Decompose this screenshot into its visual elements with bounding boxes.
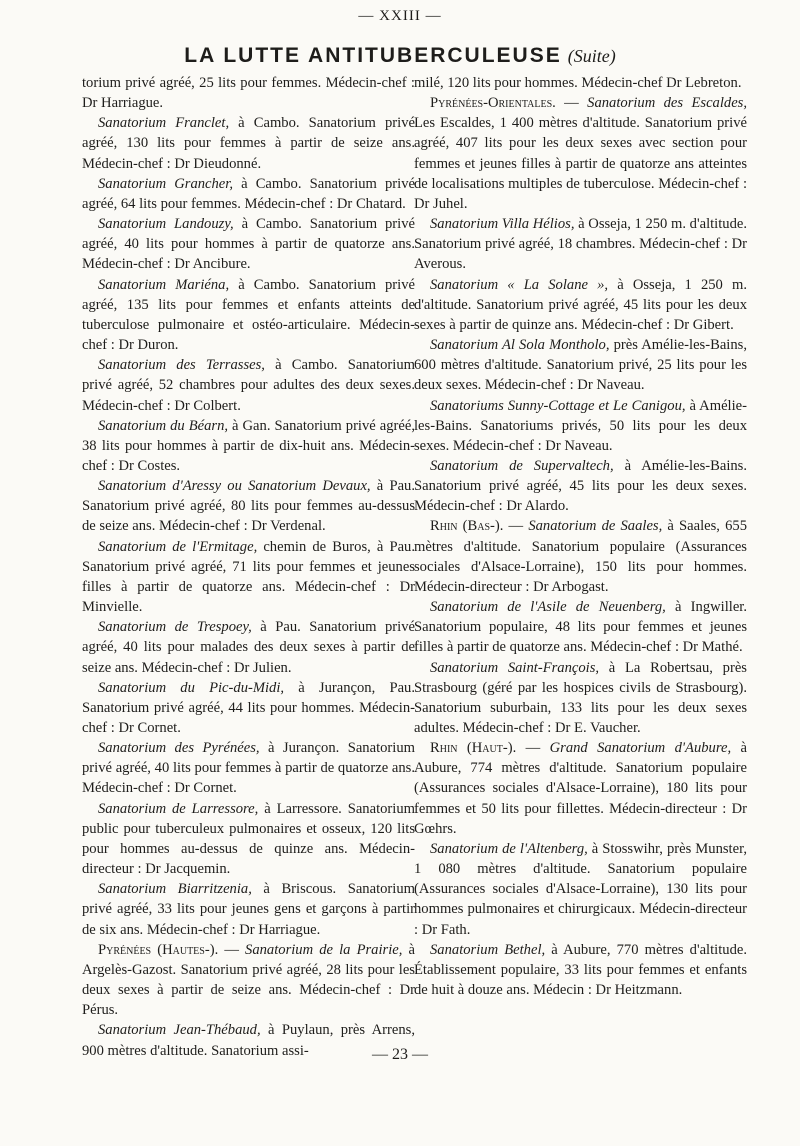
entry-text: à Larressore. Sanatorium public pour tuberculeux pulmonaires et osseux, 120 lits pour hommes au-dessus de quinze ans. Médecin-directeur : Dr Jacquemin. — [82, 800, 415, 878]
entry-text: à Cambo. Sanatorium privé agréé, 40 lits pour hommes à partir de quatorze ans. Médecin-chef : Dr Ancibure. — [82, 216, 415, 273]
roman-page-number: — XXIII — — [358, 8, 442, 24]
entry-text: à Briscous. Sanatorium privé agréé, 33 lits pour jeunes gens et garçons à partir de six ans. Médecin-chef : Dr Harriague. — [82, 881, 415, 938]
entry-text: à Aubure, 770 mètres d'altitude. Établissement populaire, 33 lits pour femmes et enfants de huit à douze ans. Médecin : Dr Heitzmann. — [414, 941, 747, 999]
sanatorium-name: Sanatorium du Béarn, — [98, 417, 229, 434]
sanatorium-name: Sanatorium de Supervaltech, — [430, 457, 614, 474]
entry-text: à La Robertsau, près Strasbourg (géré par les hospices civils de Strasbourg). Sanatorium suburbain, 133 lits pour les deux sexes adultes. Médecin-chef : Dr E. Vaucher. — [414, 659, 747, 736]
sanatorium-name: Sanatorium Jean-Thébaud, — [98, 1022, 261, 1039]
sanatorium-entry — [82, 275, 415, 356]
sanatorium-name: Sanatorium Biarritzenia, — [98, 881, 252, 898]
sanatorium-entry — [82, 73, 415, 113]
sanatorium-name: Sanatorium Landouzy, — [98, 216, 234, 233]
sanatorium-entry — [82, 799, 415, 880]
sanatorium-entry — [414, 275, 747, 335]
folio-page-number: — 23 — — [372, 1046, 428, 1063]
department-heading: Rhin (Bas-). — — [430, 518, 529, 535]
entry-text: à Aubure, 774 mètres d'altitude. Sanatorium populaire (Assurances sociales d'Alsace-Lorraine), 180 lits pour femmes et 50 lits pour fillettes. Médecin-directeur : Dr Gœhrs. — [414, 740, 747, 837]
sanatorium-entry — [414, 335, 747, 395]
sanatorium-name: Sanatorium de la Prairie, — [245, 941, 403, 958]
entry-text: à Pau. Sanatorium privé agréé, 40 lits pour malades des deux sexes à partir de seize ans. Médecin-chef : Dr Julien. — [82, 619, 415, 676]
entry-text: à Cambo. Sanatorium privé agréé, 52 chambres pour adultes des deux sexes. Médecin-chef : Dr Colbert. — [82, 357, 415, 414]
sanatorium-name: Sanatorium de Trespoey, — [98, 619, 252, 636]
sanatorium-name: Sanatorium du Pic-du-Midi, — [98, 679, 285, 696]
sanatorium-name: Sanatorium de l'Altenberg, — [430, 840, 588, 857]
sanatorium-entry — [414, 839, 747, 940]
sanatorium-name: Sanatoriums Sunny-Cottage et Le Canigou, — [430, 397, 686, 414]
sanatorium-name: Sanatorium Bethel, — [430, 941, 546, 958]
sanatorium-name: Sanatorium Al Sola Montholo, — [430, 337, 610, 354]
sanatorium-entry — [414, 738, 747, 839]
entry-text: à Osseja, 1 250 m. d'altitude. Sanatorium privé agréé, 18 chambres. Médecin-chef : Dr Averous. — [414, 216, 748, 273]
sanatorium-name: Sanatorium des Escaldes, — [587, 95, 747, 112]
entry-text: à Gan. Sanatorium privé agréé, 38 lits pour hommes à partir de dix-huit ans. Médecin-chef : Dr Costes. — [82, 417, 415, 474]
sanatorium-name: Sanatorium Grancher, — [98, 175, 233, 192]
entry-text: à Pau. Sanatorium privé agréé, 80 lits pour femmes au-dessus de seize ans. Médecin-chef : Dr Verdenal. — [82, 478, 415, 535]
entry-text: à Stosswihr, près Munster, 1 080 mètres d'altitude. Sanatorium populaire (Assurances sociales d'Alsace-Lorraine), 130 lits pour hommes pulmonaires et chirurgicaux. Médecin-directeur : Dr Fath. — [414, 840, 747, 938]
sanatorium-entry — [414, 73, 747, 93]
right-column — [414, 73, 747, 1000]
entry-text: milé, 120 lits pour hommes. Médecin-chef Dr Lebreton. — [414, 75, 742, 91]
sanatorium-entry — [414, 658, 747, 739]
sanatorium-entry — [82, 174, 415, 214]
sanatorium-entry — [82, 355, 415, 415]
sanatorium-name: Sanatorium des Pyrénées, — [98, 740, 260, 757]
title-suite: (Suite) — [567, 46, 616, 66]
entry-text: chemin de Buros, à Pau. Sanatorium privé agréé, 71 lits pour femmes et jeunes filles à partir de quatorze ans. Médecin-chef : Dr Minvielle. — [82, 538, 415, 616]
entry-text: Les Escaldes, 1 400 mètres d'altitude. Sanatorium privé agréé, 407 lits pour les deux sexes avec section pour femmes et jeunes filles à partir de quatorze ans atteintes de localisations multiples de tuberculose. Médecin-chef : Dr Juhel. — [414, 115, 747, 212]
sanatorium-entry — [82, 537, 415, 618]
sanatorium-entry — [82, 879, 415, 939]
entry-text: à Argelès-Gazost. Sanatorium privé agréé, 28 lits pour les deux sexes à partir de seize ans. Médecin-chef : Dr Pérus. — [82, 941, 415, 1019]
entry-text: à Amélie-les-Bains. Sanatorium privé agréé, 45 lits pour les deux sexes. Médecin-chef : Dr Alardo. — [414, 457, 748, 515]
sanatorium-name: Sanatorium Saint-François, — [430, 659, 600, 676]
sanatorium-name: Sanatorium de Larressore, — [98, 800, 259, 817]
sanatorium-name: Grand Sanatorium d'Aubure, — [549, 740, 732, 757]
sanatorium-name: Sanatorium de Saales, — [528, 518, 663, 535]
sanatorium-name: Sanatorium des Terrasses, — [98, 357, 265, 374]
sanatorium-entry — [414, 214, 747, 274]
entry-text: à Osseja, 1 250 m. d'altitude. Sanatorium privé agréé, 45 lits pour les deux sexes à partir de quinze ans. Médecin-chef : Dr Gibert. — [414, 276, 747, 333]
department-heading: Pyrénées (Hautes-). — — [98, 941, 246, 958]
sanatorium-name: Sanatorium Franclet, — [98, 115, 230, 132]
entry-text: à Cambo. Sanatorium privé agréé, 130 lits pour femmes à partir de seize ans. Médecin-chef : Dr Dieudonné. — [82, 115, 415, 172]
entry-text: à Puylaun, près Arrens, 900 mètres d'altitude. Sanatorium assi- — [82, 1022, 415, 1059]
entry-text: à Ingwiller. Sanatorium populaire, 48 lits pour femmes et jeunes filles à partir de quatorze ans. Médecin-chef : Dr Mathé. — [414, 599, 747, 656]
sanatorium-entry — [414, 93, 747, 214]
entry-text: à Cambo. Sanatorium privé agréé, 64 lits pour femmes. Médecin-chef : Dr Chatard. — [82, 175, 415, 212]
department-heading: Rhin (Haut-). — — [430, 740, 550, 757]
sanatorium-entry — [82, 678, 415, 738]
sanatorium-name: Sanatorium d'Aressy ou Sanatorium Devaux, — [98, 478, 371, 495]
entry-text: à Cambo. Sanatorium privé agréé, 135 lits pour femmes et enfants atteints de tuberculose pulmonaire et ostéo-articulaire. Médecin-chef : Dr Duron. — [82, 276, 415, 354]
sanatorium-entry — [82, 940, 415, 1021]
entry-text: à Saales, 655 mètres d'altitude. Sanatorium populaire (Assurances sociales d'Alsace-Lorraine), 150 lits pour hommes. Médecin-directeur : Dr Arbogast. — [414, 518, 748, 595]
sanatorium-name: Sanatorium de l'Ermitage, — [98, 538, 258, 555]
sanatorium-name: Sanatorium « La Solane », — [430, 276, 609, 293]
entry-text: près Amélie-les-Bains, 600 mètres d'altitude. Sanatorium privé, 25 lits pour les deux sexes. Médecin-chef : Dr Naveau. — [414, 337, 747, 394]
sanatorium-entry — [82, 476, 415, 536]
sanatorium-entry — [82, 113, 415, 173]
sanatorium-entry — [414, 396, 747, 456]
sanatorium-entry — [414, 597, 747, 657]
department-heading: Pyrénées-Orientales. — — [430, 95, 588, 112]
sanatorium-name: Sanatorium Mariéna, — [98, 276, 230, 293]
entry-text: à Jurançon. Sanatorium privé agréé, 40 lits pour femmes à partir de quatorze ans. Médecin-chef : Dr Cornet. — [82, 740, 415, 797]
page-title — [0, 44, 800, 68]
sanatorium-entry — [414, 516, 747, 597]
title-main: LA LUTTE ANTITUBERCULEUSE — [184, 44, 562, 67]
sanatorium-entry — [414, 456, 747, 516]
sanatorium-entry — [82, 416, 415, 476]
entry-text: torium privé agréé, 25 lits pour femmes. Médecin-chef : Dr Harriague. — [82, 75, 415, 112]
sanatorium-entry — [82, 214, 415, 274]
sanatorium-entry — [82, 617, 415, 677]
entry-text: à Amélie-les-Bains. Sanatoriums privés, 50 lits pour les deux sexes. Médecin-chef : Dr Naveau. — [414, 397, 747, 454]
sanatorium-entry — [414, 940, 747, 1000]
left-column — [82, 73, 415, 1061]
sanatorium-name: Sanatorium de l'Asile de Neuenberg, — [430, 599, 666, 616]
sanatorium-name: Sanatorium Villa Hélios, — [430, 216, 575, 233]
entry-text: à Jurançon, Pau. Sanatorium privé agréé, 44 lits pour hommes. Médecin-chef : Dr Cornet. — [82, 679, 415, 736]
sanatorium-entry — [82, 738, 415, 798]
